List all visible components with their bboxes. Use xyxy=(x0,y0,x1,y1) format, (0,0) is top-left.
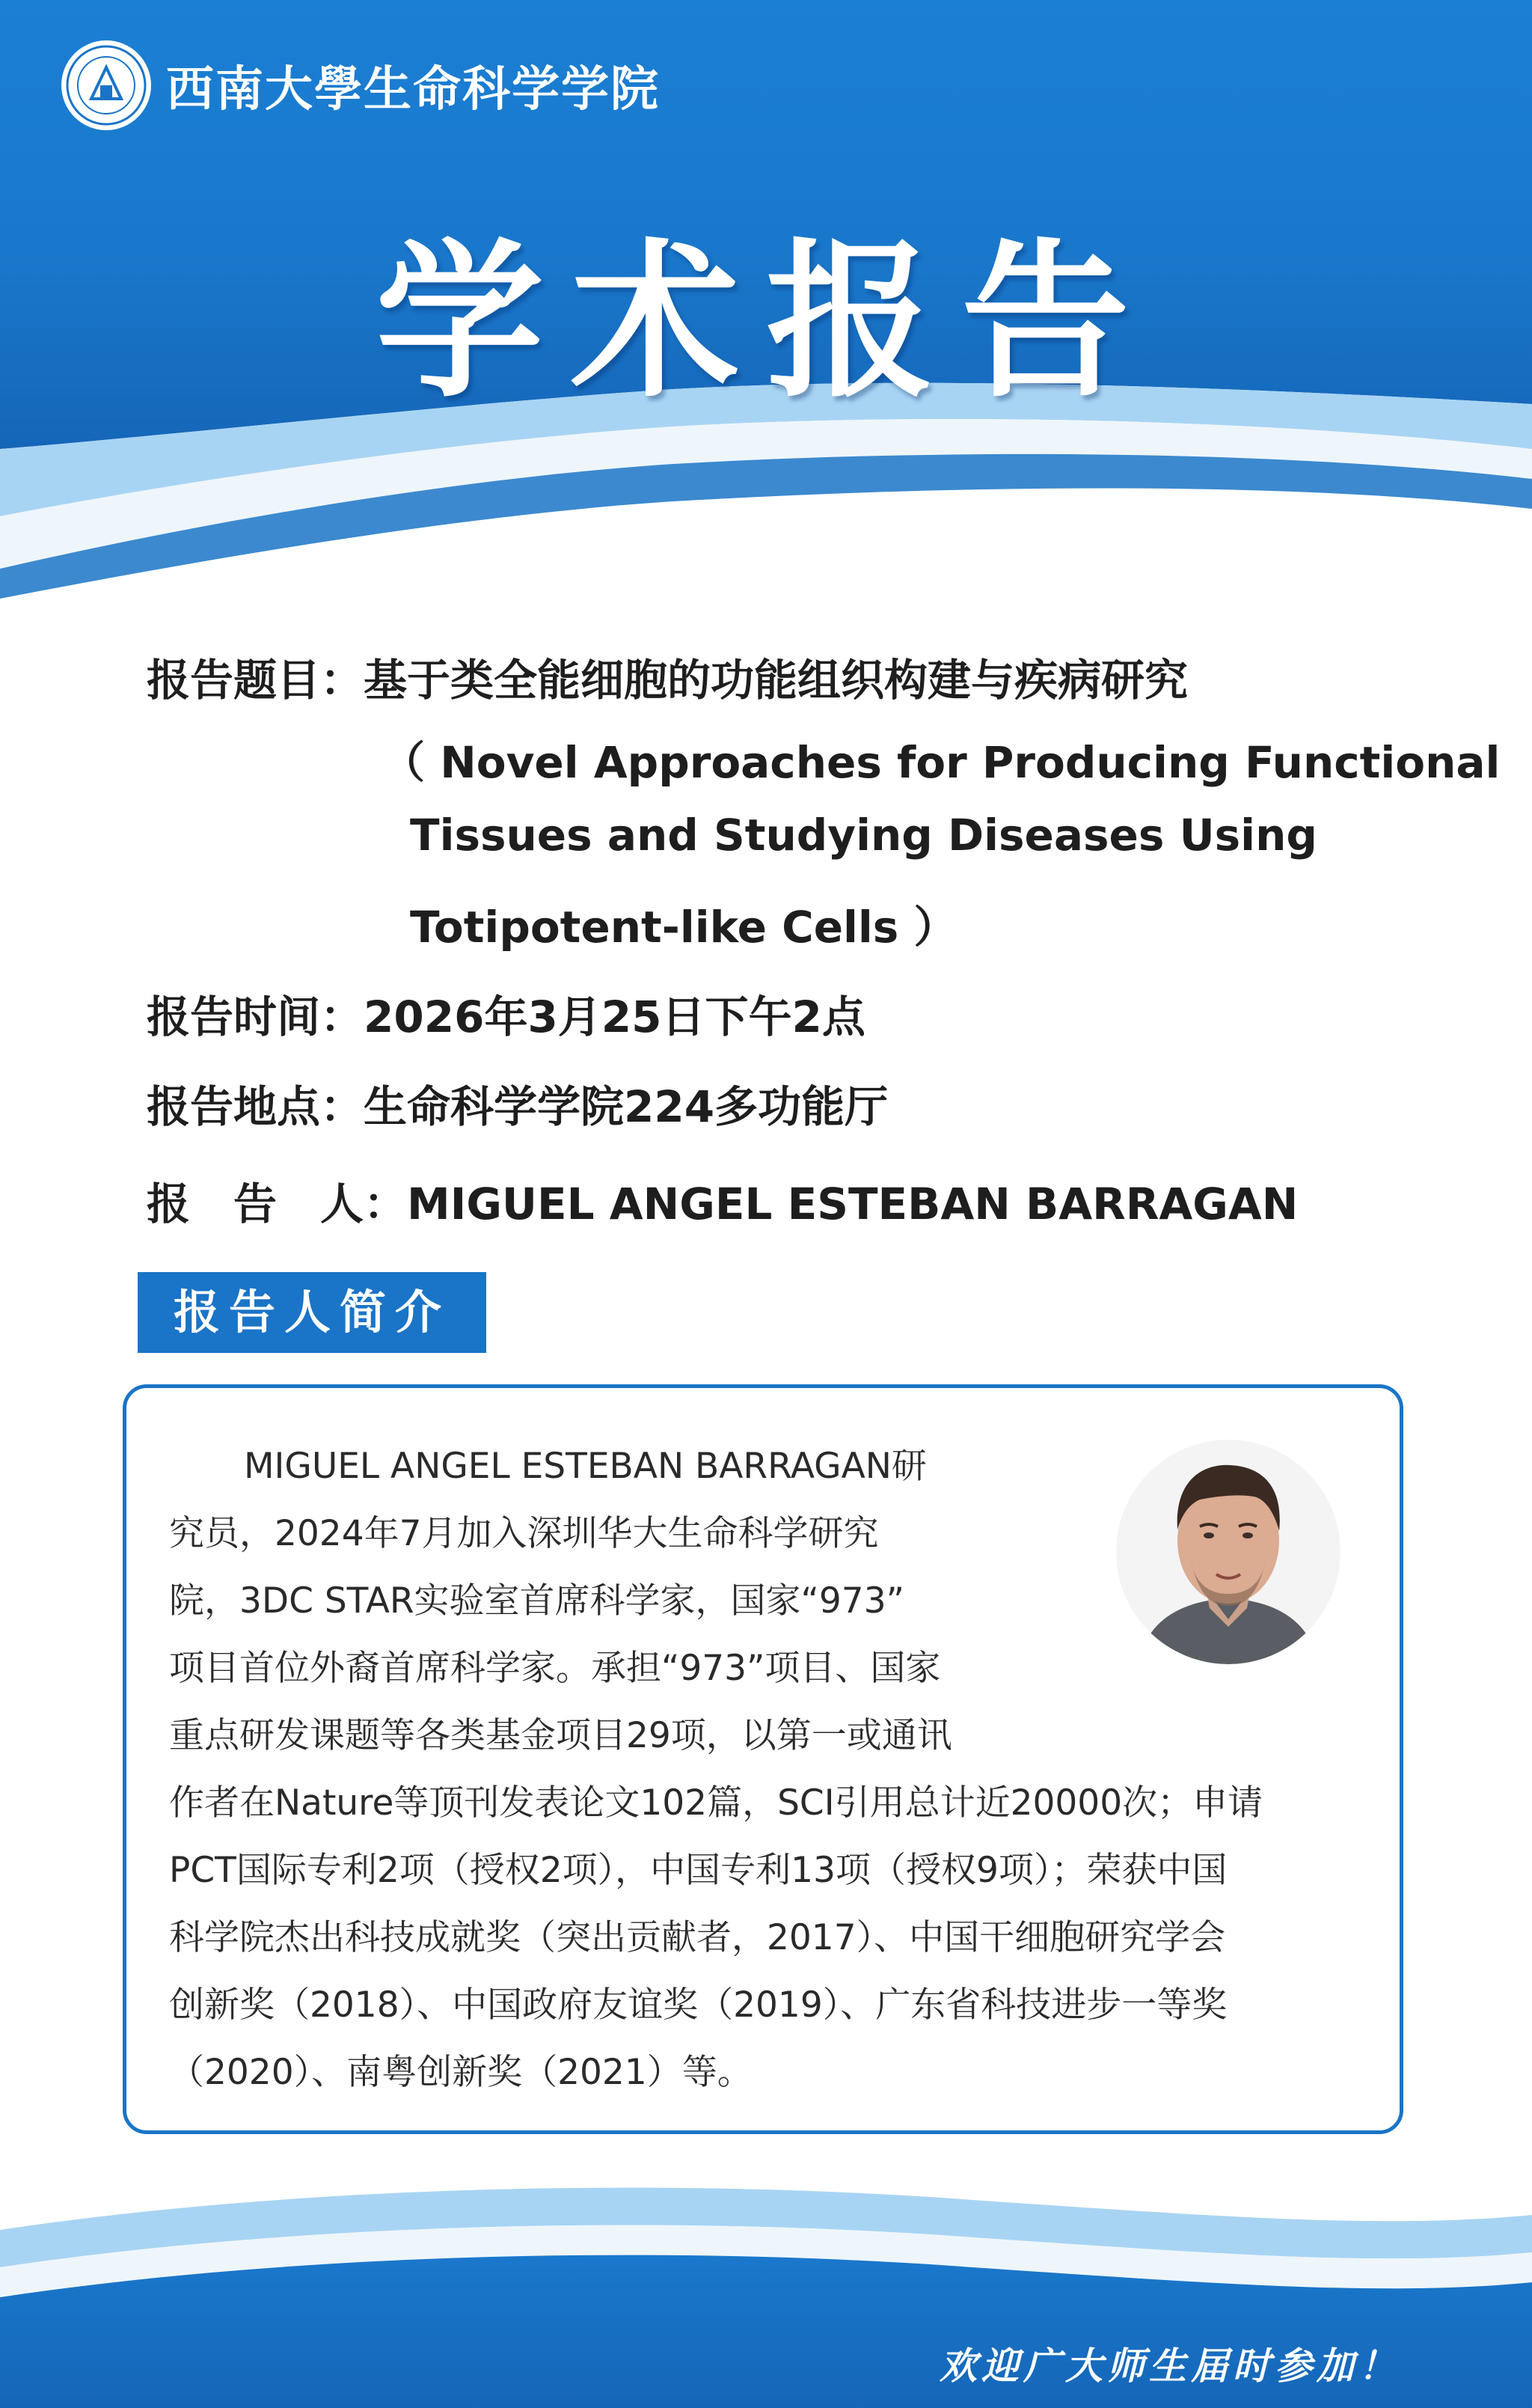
speaker-label: 报 告 人： xyxy=(147,1179,408,1229)
bio-line: 究员，2024年7月加入深圳华大生命科学研究 xyxy=(169,1513,879,1554)
place-value: 生命科学学院224多功能厅 xyxy=(364,1081,889,1132)
university-logo-icon xyxy=(60,39,153,132)
bio-line: 作者在Nature等顶刊发表论文102篇，SCI引用总计近20000次；申请 xyxy=(169,1782,1263,1824)
topic-row xyxy=(147,645,1188,708)
bio-line: MIGUEL ANGEL ESTEBAN BARRAGAN研 xyxy=(244,1446,927,1487)
speaker-value: MIGUEL ANGEL ESTEBAN BARRAGAN xyxy=(407,1179,1299,1229)
speaker-row xyxy=(147,1169,1298,1232)
place-label: 报告地点： xyxy=(147,1081,364,1132)
time-label: 报告时间： xyxy=(147,991,364,1042)
speaker-photo xyxy=(1116,1440,1340,1664)
poster-title: 学术报告 xyxy=(376,223,1156,421)
topic-en-line-3: Totipotent-like Cells ） xyxy=(410,902,958,953)
bio-line: 项目首位外裔首席科学家。承担“973”项目、国家 xyxy=(169,1648,941,1689)
bio-line: 重点研发课题等各类基金项目29项，以第一或通讯 xyxy=(169,1715,952,1756)
welcome-text: 欢迎广大师生届时参加！ xyxy=(940,2344,1400,2388)
bio-line: 科学院杰出科技成就奖（突出贡献者，2017）、中国干细胞研究学会 xyxy=(169,1917,1226,1958)
bio-line: 院，3DC STAR实验室首席科学家，国家“973” xyxy=(169,1580,904,1622)
speaker-intro-tag: 报告人简介 xyxy=(138,1272,486,1353)
place-row xyxy=(147,1072,888,1134)
time-row xyxy=(147,982,865,1045)
bio-line: 创新奖（2018）、中国政府友谊奖（2019）、广东省科技进步一等奖 xyxy=(169,1984,1228,2026)
college-brand: 西南大學生命科学学院 xyxy=(166,61,660,117)
bio-line: （2020）、南粤创新奖（2021）等。 xyxy=(169,2052,753,2093)
topic-label: 报告题目： xyxy=(147,655,364,706)
topic-cn: 基于类全能细胞的功能组织构建与疾病研究 xyxy=(364,655,1189,706)
bio-line: PCT国际专利2项（授权2项），中国专利13项（授权9项）；荣获中国 xyxy=(169,1850,1228,1891)
topic-en-line-1: （ Novel Approaches for Producing Functional xyxy=(382,737,1501,788)
topic-en-line-2: Tissues and Studying Diseases Using xyxy=(410,810,1317,861)
time-value: 2026年3月25日下午2点 xyxy=(364,991,865,1042)
